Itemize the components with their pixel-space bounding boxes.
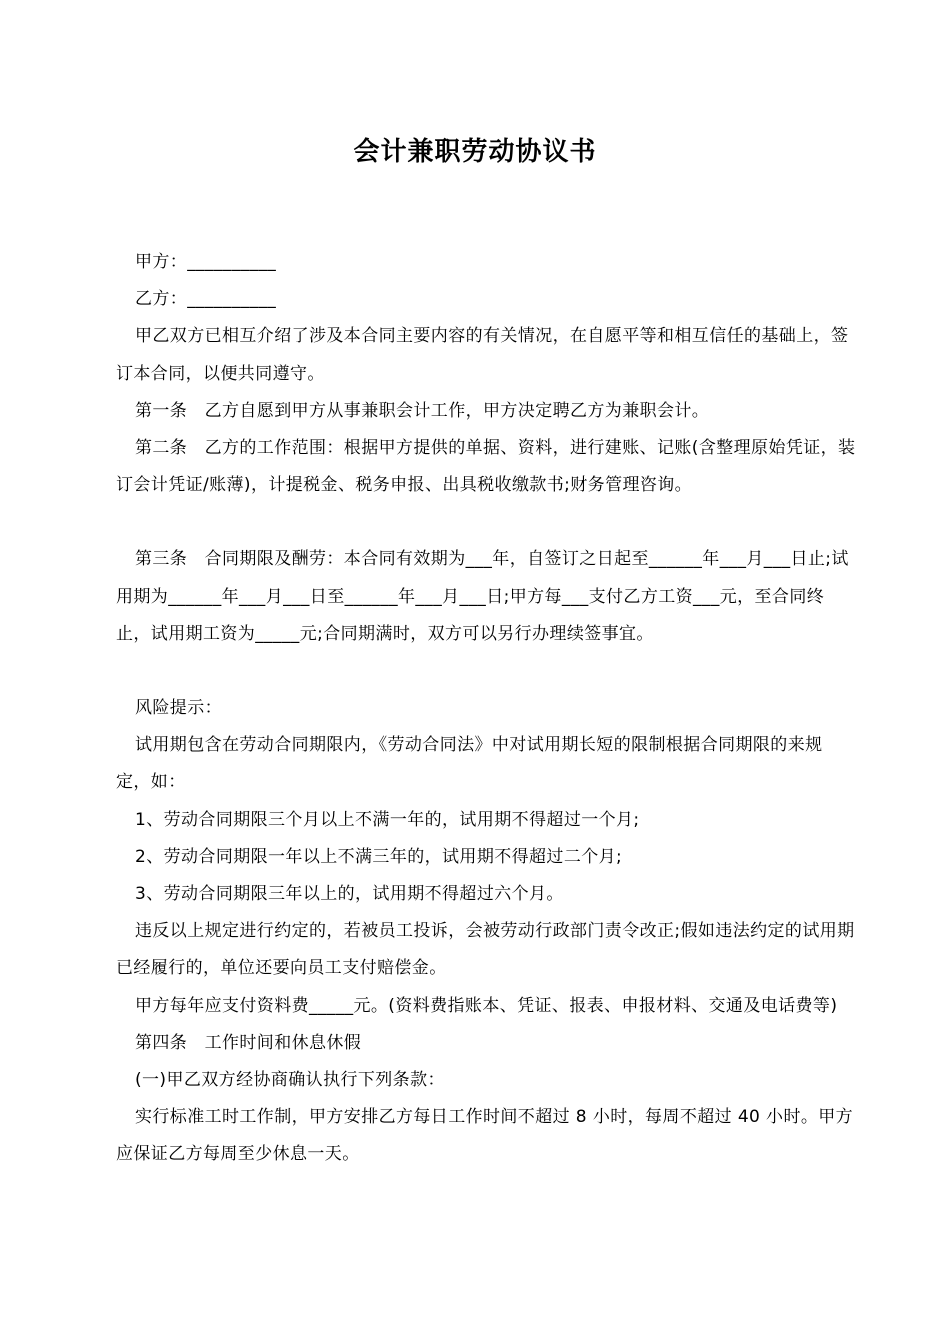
paragraph-gap bbox=[116, 504, 856, 541]
article-3-paragraph: 第三条 合同期限及酬劳：本合同有效期为___年，自签订之日起至______年___月___日止;试用期为______年___月___日至______年___月___日;甲方每___支付乙方工资___元，至合同终止，试用期工资为_____元;合同期满时，双方可以另行办理续签事宜。 bbox=[116, 549, 849, 644]
working-hours-paragraph: 实行标准工时工作制，甲方安排乙方每日工作时间不超过 8 小时，每周不超过 40 小时。甲方应保证乙方每周至少休息一天。 bbox=[116, 1107, 854, 1165]
party-b-line: 乙方：__________ bbox=[135, 289, 277, 310]
document-title: 会计兼职劳动协议书 bbox=[353, 137, 597, 167]
probation-rule-2: 2、劳动合同期限一年以上不满三年的，试用期不得超过二个月; bbox=[135, 846, 623, 867]
probation-rule-3: 3、劳动合同期限三年以上的，试用期不得超过六个月。 bbox=[135, 884, 564, 905]
paragraph-gap bbox=[116, 653, 856, 690]
probation-rule-1: 1、劳动合同期限三个月以上不满一年的，试用期不得超过一个月; bbox=[135, 809, 640, 830]
party-a-line: 甲方：__________ bbox=[135, 252, 277, 272]
material-fee-paragraph: 甲方每年应支付资料费_____元。(资料费指账本、凭证、报表、申报材料、交通及电话费等) bbox=[135, 995, 838, 1016]
preamble-paragraph: 甲乙双方已相互介绍了涉及本合同主要内容的有关情况，在自愿平等和相互信任的基础上，签订本合同，以便共同遵守。 bbox=[116, 326, 849, 384]
article-2-paragraph: 第二条 乙方的工作范围：根据甲方提供的单据、资料，进行建账、记账(含整理原始凭证，装订会计凭证/账薄)，计提税金、税务申报、出具税收缴款书;财务管理咨询。 bbox=[116, 438, 856, 496]
violation-paragraph: 违反以上规定进行约定的，若被员工投诉，会被劳动行政部门责令改正;假如违法约定的试用期已经履行的，单位还要向员工支付赔偿金。 bbox=[116, 921, 855, 979]
risk-heading: 风险提示： bbox=[135, 698, 222, 719]
article-4-heading: 第四条 工作时间和休息休假 bbox=[135, 1032, 362, 1053]
article-1-paragraph: 第一条 乙方自愿到甲方从事兼职会计工作，甲方决定聘乙方为兼职会计。 bbox=[135, 400, 710, 421]
document-body bbox=[116, 244, 856, 1174]
probation-intro-paragraph: 试用期包含在劳动合同期限内，《劳动合同法》中对试用期长短的限制根据合同期限的来规定，如： bbox=[116, 735, 823, 793]
clause-1-heading: (一)甲乙双方经协商确认执行下列条款： bbox=[135, 1070, 445, 1091]
